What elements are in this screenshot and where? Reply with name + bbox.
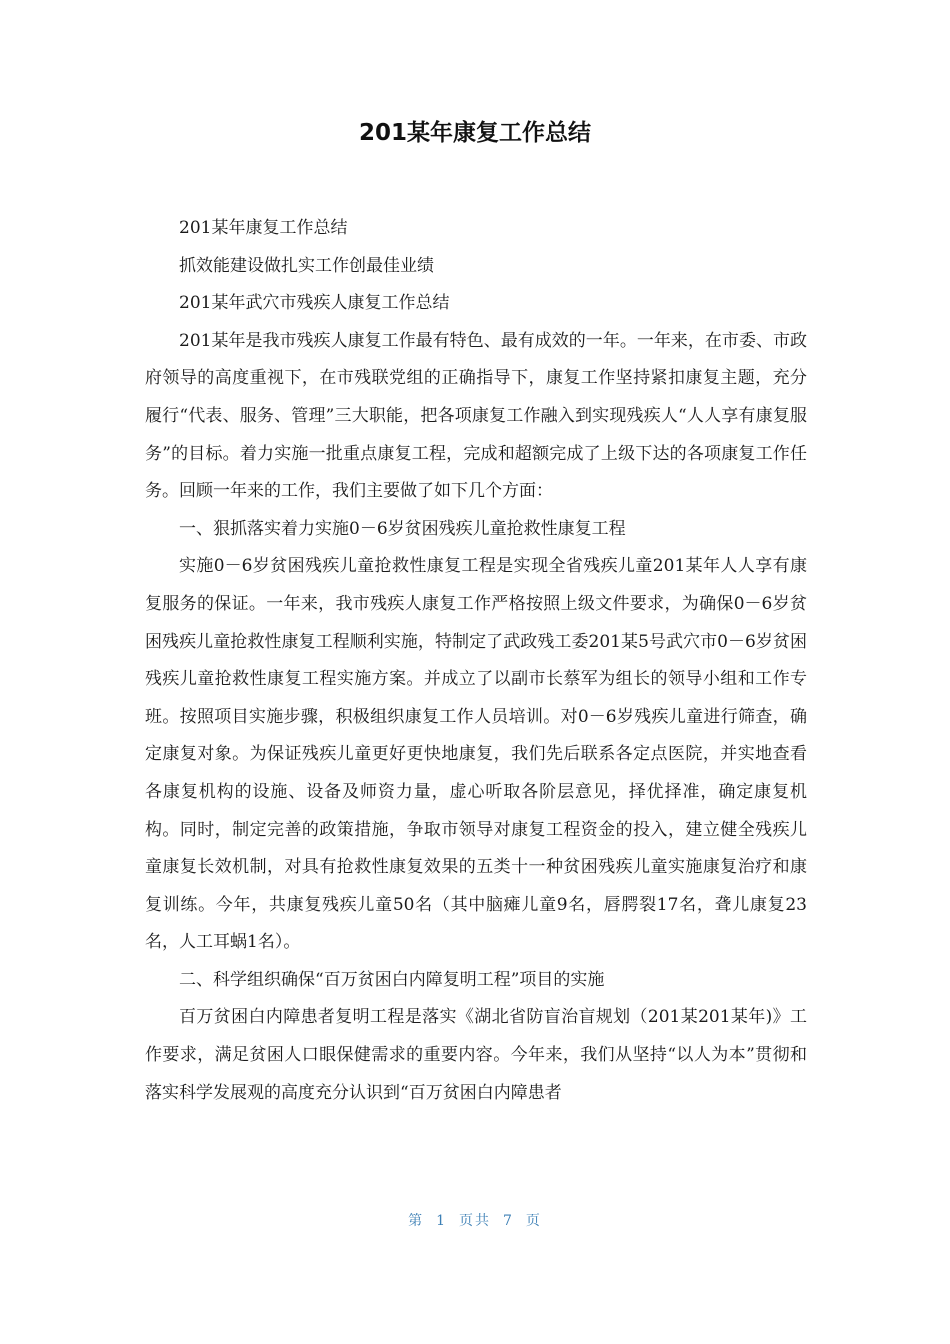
page-footer: [0, 1211, 950, 1231]
footer-page-total: 7: [503, 1213, 514, 1229]
section-heading: 一、狠抓落实着力实施0－6岁贫困残疾儿童抢救性康复工程: [179, 518, 626, 539]
section-heading: 二、科学组织确保“百万贫困白内障复明工程”项目的实施: [179, 969, 605, 990]
paragraph: 百万贫困白内障患者复明工程是落实《湖北省防盲治盲规划（201某201某年)》工作要求，满足贫困人口眼保健需求的重要内容。今年来，我们从坚持“以人为本”贯彻和落实科学发展观的高度充分认识到“百万贫困白内障患者: [145, 1007, 807, 1103]
paragraph: 实施0－6岁贫困残疾儿童抢救性康复工程是实现全省残疾儿童201某年人人享有康复服务的保证。一年来，我市残疾人康复工作严格按照上级文件要求，为确保0－6岁贫困残疾儿童抢救性康复工程顺利实施，特制定了武政残工委201某5号武穴市0－6岁贫困残疾儿童抢救性康复工程实施方案。并成立了以副市长蔡军为组长的领导小组和工作专班。按照项目实施步骤，积极组织康复工作人员培训。对0－6岁残疾儿童进行筛查，确定康复对象。为保证残疾儿童更好更快地康复，我们先后联系各定点医院，并实地查看各康复机构的设施、设备及师资力量，虚心听取各阶层意见，择优择准，确定康复机构。同时，制定完善的政策措施，争取市领导对康复工程资金的投入，建立健全残疾儿童康复长效机制，对具有抢救性康复效果的五类十一种贫困残疾儿童实施康复治疗和康复训练。今年，共康复残疾儿童50名（其中脑瘫儿童9名，唇腭裂17名，聋儿康复23名，人工耳蜗1名）。: [145, 556, 807, 953]
footer-word-ye: 页: [525, 1213, 542, 1229]
paragraph: 201某年武穴市残疾人康复工作总结: [179, 293, 450, 314]
paragraph: 抓效能建设做扎实工作创最佳业绩: [179, 255, 434, 276]
document-body: [145, 210, 807, 1112]
footer-word-di: 第: [408, 1213, 425, 1229]
paragraph: 201某年是我市残疾人康复工作最有特色、最有成效的一年。一年来，在市委、市政府领导的高度重视下，在市残联党组的正确指导下，康复工作坚持紧扣康复主题，充分履行“代表、服务、管理”三大职能，把各项康复工作融入到实现残疾人“人人享有康复服务”的目标。着力实施一批重点康复工程，完成和超额完成了上级下达的各项康复工作任务。回顾一年来的工作，我们主要做了如下几个方面：: [145, 330, 807, 502]
document-title: 201某年康复工作总结: [358, 120, 591, 146]
footer-page-current: 1: [436, 1213, 447, 1229]
paragraph: 201某年康复工作总结: [179, 218, 348, 238]
footer-word-ye-gong: 页共: [459, 1213, 491, 1229]
